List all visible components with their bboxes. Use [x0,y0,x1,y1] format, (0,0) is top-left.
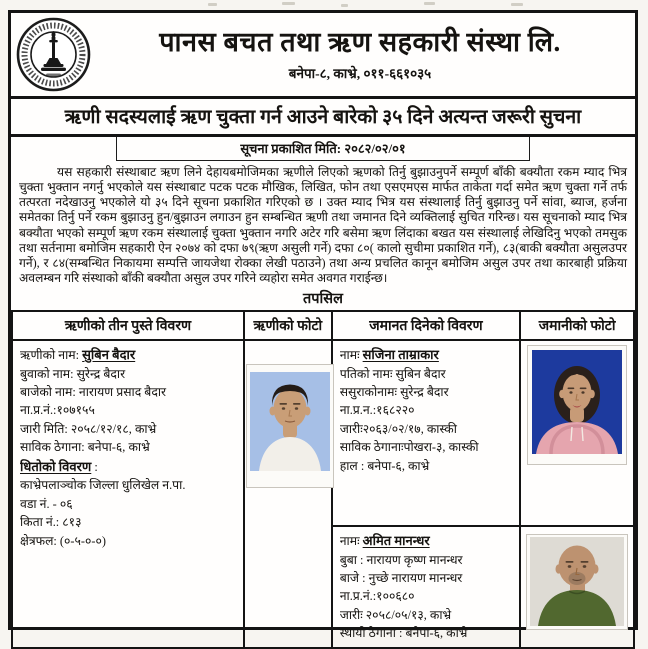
guarantor1-photo [527,345,627,465]
table-row [12,340,634,526]
borrower-name: सुबिन बैदार [82,347,136,362]
collateral-heading-line [20,457,236,477]
schedule-heading: तपसिल [303,291,343,307]
collateral-heading-colon: : [91,459,98,474]
notice-title: ऋणी सदस्यलाई ऋण चुक्ता गर्न आउने बारेको ३५ दिने अत्यन्त जरूरी सुचना [11,99,635,137]
guarantor2-detail-line: बाजे : नुच्छे नारायण मानन्धर [339,570,463,585]
collateral-line: काभ्रेपलाञ्चोक जिल्ला धुलिखेल न.पा. [20,478,186,493]
collateral-heading: धितोको विवरण [20,458,92,474]
guarantor1-name-line [340,345,512,365]
guarantor1-detail-line: साविक ठेगानाःपोखरा-३, कास्की [339,440,479,455]
borrower-photo [246,364,334,488]
guarantor1-detail-line: पतिको नामः सुबिन बैदार [339,366,446,381]
borrower-name-label: ऋणीको नाम: [20,348,80,362]
cooperative-seal-icon [16,17,91,92]
borrower-grandfather-line: बाजेको नाम: नारायण प्रसाद बैदार [20,384,167,399]
guarantor1-details-cell [332,340,520,526]
col-header-borrower-details: ऋणीको तीन पुस्ते विवरण [12,311,244,340]
guarantor1-name-label: नामः [339,348,360,362]
guarantor2-detail-line: बुबा : नारायण कृष्ण मानन्धर [339,552,463,567]
publish-date: सूचना प्रकाशित मिति: २०८२/०२/०१ [116,137,530,161]
guarantor2-detail-line: ना.प्र.नं.:१००६८० [339,589,415,604]
guarantor2-photo-cell [520,526,634,648]
borrower-details-cell [12,340,244,648]
borrower-photo-cell [244,340,332,648]
borrower-name-line [20,345,236,365]
collateral-line: किता नं.: ८१३ [20,515,82,530]
col-header-guarantor-photo: जमानीको फोटो [520,311,634,340]
borrower-citizenship-line: ना.प्र.नं.:१०७१५५ [20,403,95,418]
organization-name: पानस बचत तथा ऋण सहकारी संस्था लि. [159,27,561,57]
borrower-guarantor-table [11,310,635,649]
collateral-line: वडा नं. - ०६ [20,496,73,511]
guarantor2-details-cell [332,526,520,648]
guarantor1-photo-cell [520,340,634,526]
details-table-wrap [11,310,635,649]
col-header-borrower-photo: ऋणीको फोटो [244,311,332,340]
guarantor2-detail-line: जारीः २०५८/०५/१३, काभ्रे [339,607,452,622]
borrower-former-address-line: साविक ठेगाना: बनेपा-६, काभ्रे [20,440,150,455]
masthead-text [95,13,625,96]
masthead [11,13,635,99]
guarantor1-name: सजिना ताम्राकार [362,347,439,362]
guarantor2-name-label: नामः [339,534,360,548]
borrower-father-line: बुवाको नाम: सुरेन्द्र बैदार [20,366,126,381]
organization-address: बनेपा-८, काभ्रे, ०११-६६१०३५ [288,66,432,81]
table-header-row [12,311,634,340]
borrower-issue-line: जारी मिति: २०५८/१२/१८, काभ्रे [20,421,157,436]
guarantor2-photo [526,534,628,630]
guarantor1-detail-line: ससुराकोनामः सुरेन्द्र बैदार [339,384,449,399]
guarantor2-name: अमित मानन्धर [362,533,430,548]
col-header-guarantor-details: जमानत दिनेको विवरण [332,311,520,340]
guarantor2-detail-line: स्थायी ठेगाना : बनेपा-६, काभ्रे [339,626,468,641]
collateral-line: क्षेत्रफल: (०-५-०-०) [20,533,106,548]
publish-date-row [11,137,635,161]
guarantor1-detail-line: हाल : बनेपा-६, काभ्रे [339,458,430,473]
guarantor2-name-line [340,531,512,551]
notice-document [8,10,638,641]
guarantor1-detail-line: ना.प्र.न.:१६८२२० [339,403,415,418]
notice-body: यस सहकारी संस्थाबाट ऋण लिने देहायबमोजिमका ऋणीले लिएको ऋणको तिर्नु बुझाउनुपर्ने सम्पूर्ण बाँकी बक्यौता रकम म्याद भित्र चुक्ता भुक्तान नगर्नु भएकोले यस संस्थाबाट पटक पटक मौखिक, लिखित, फोन तथा एसएमएस मार्फत ताकेता गर्दा समेत ऋण चुक्ता गर्ने तर्फ तत्परता नदेखाउनु भएकोले यो ३५ दिने सूचना प्रकाशित गरिएको छ । उक्त म्याद भित्र यस संस्थालाई तिर्नु बुझाउनु पर्ने सांवा, ब्याज, हर्जना समेतका तिर्नु पर्ने रकम बुझाउनु हुन/बुझाउन लगाउन हुन सम्बन्धित ऋणी तथा जमानत दिने व्यक्तिलाई सुचित गरिन्छ। यस सूचनाको म्याद भित्र बक्यौता भएको सम्पूर्ण ऋण रकम संस्थालाई चुक्ता भुक्तान नगरि अटेर गरि बसेमा ऋण लिंदाका बखत यस संस्थालाई लेखिदिनु भएको तमसुक तथा सर्तनामा बमोजिम सहकारी ऐन २०७४ को दफा ७९(ऋण असुली गर्ने) दफा ८०( कालो सुचीमा प्रकाशित गर्ने), ८३(बाकी बक्यौता असुलउपर गर्ने), र ८४(सम्बन्धित निकायमा सम्पत्ति जायजेथा रोक्का लेखी पठाउने) तथा अन्य प्रचलित कानून बमोजिम असुल उपर तथा कारबाही प्रक्रिया अवलम्बन गरि संस्थाको बाँकी बक्यौता असुल उपर गरिने व्यहोरा समेत अवगत गराईन्छ। [19,165,627,285]
guarantor1-detail-line: जारीः२०६३/०२/१७, कास्की [339,421,457,436]
